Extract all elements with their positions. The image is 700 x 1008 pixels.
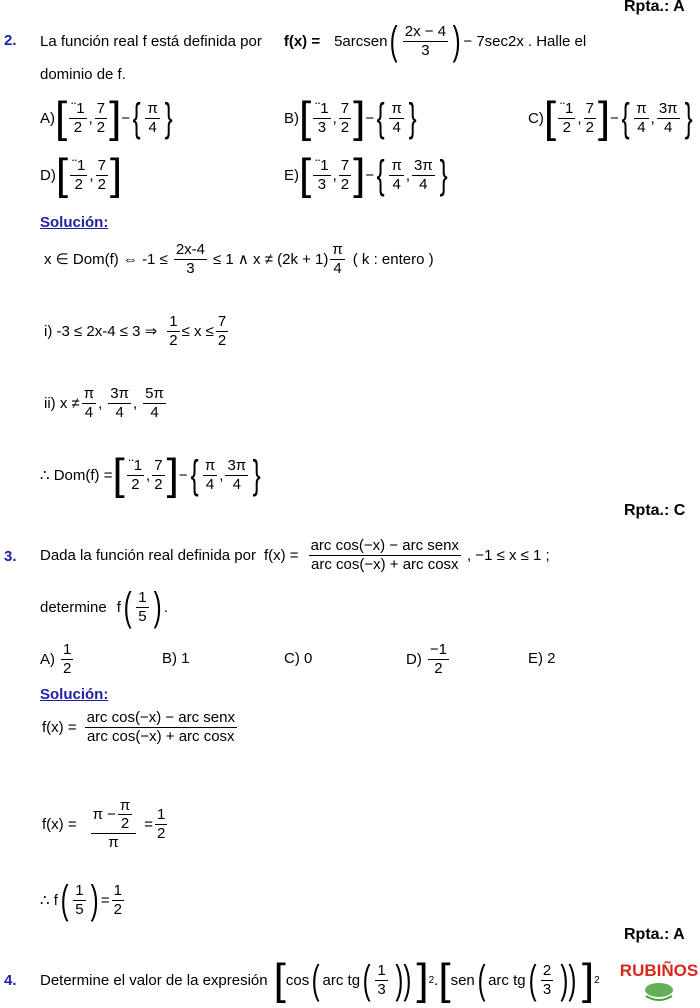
fraction: $\frac{2}{3}$ xyxy=(542,962,552,998)
fraction: π − $\frac{\pi}{2}$ π xyxy=(91,797,137,851)
fraction: $\frac{\pi}{4}$ xyxy=(332,241,343,277)
logo-graphic xyxy=(620,956,698,1004)
brace: { xyxy=(376,153,385,197)
text: ( k : entero ) xyxy=(352,250,434,268)
solution-heading: Solución: xyxy=(40,686,109,703)
fraction: $\frac{2x-4}{3}$ xyxy=(175,241,205,277)
option-a[interactable] xyxy=(40,636,75,682)
bracket: ] xyxy=(353,150,366,199)
paren: ) xyxy=(90,878,99,922)
option-e[interactable]: E) 2 xyxy=(528,650,556,667)
bracket: [ xyxy=(438,955,451,1004)
bracket: ] xyxy=(416,955,429,1004)
solution-line xyxy=(42,704,239,750)
fraction: $\frac{\pi}{4}$ xyxy=(391,157,402,193)
question-3-stem xyxy=(40,532,550,578)
answer-label: Rpta.: C xyxy=(624,502,686,519)
function-label: f(x) = xyxy=(263,546,299,564)
fraction: $\frac{7}{2}$ xyxy=(96,100,106,136)
denominator: 3 xyxy=(421,41,430,59)
solution-result: ∴ Dom(f) = [ $\frac{¨1}{2}$ , $\frac{7}{2}$ ] − { $\frac{\pi}{4}$ , $\frac{3\pi}{4}$ } xyxy=(40,450,261,499)
fraction: $\frac{7}{2}$ xyxy=(217,313,227,349)
solution-heading: Solución: xyxy=(40,214,109,231)
paren: ( xyxy=(311,958,320,1002)
text: f(x) = xyxy=(42,815,77,833)
option-letter: A) xyxy=(40,650,55,668)
logo-text: RUBIÑOS xyxy=(620,961,698,980)
function-label: f(x) = xyxy=(283,32,321,50)
bracket: ] xyxy=(597,93,611,142)
fraction: $\frac{-1}{2}$ xyxy=(429,641,447,677)
option-b[interactable]: B) 1 xyxy=(162,650,190,667)
fraction: $\frac{\pi}{4}$ xyxy=(391,100,402,136)
option-letter: E) xyxy=(284,166,299,184)
paren: )) xyxy=(395,958,412,1002)
fraction: $\frac{7}{2}$ xyxy=(97,157,106,193)
option-letter: D) xyxy=(40,166,56,184)
text: x ∈ Dom(f) ⇔ -1 ≤ xyxy=(44,251,168,268)
fraction: $\frac{1}{3}$ xyxy=(377,962,386,998)
fraction: $\frac{\pi}{4}$ xyxy=(204,457,216,493)
text: arc tg xyxy=(488,971,526,989)
option-letter: A) xyxy=(40,109,55,127)
fraction: $\frac{\pi}{4}$ xyxy=(83,385,95,421)
paren: ( xyxy=(477,958,486,1002)
bracket: [ xyxy=(299,93,312,142)
expr-sec: − 7sec2x xyxy=(463,32,524,50)
question-number: 3. xyxy=(4,548,17,565)
text: Dada la función real definida por xyxy=(40,546,256,564)
text: ≤ 1 ∧ x ≠ (2k + 1) xyxy=(213,251,329,268)
fraction: $\frac{5\pi}{4}$ xyxy=(145,385,164,421)
paren: ( xyxy=(362,958,371,1002)
brace: { xyxy=(190,453,199,497)
numerator: 2x − 4 xyxy=(404,23,447,41)
option-letter: C) xyxy=(528,109,544,127)
option-d[interactable]: D) [ $\frac{¨1}{2}$ , $\frac{7}{2}$ ] xyxy=(40,150,123,199)
text: ∴ Dom(f) = xyxy=(40,467,113,484)
option-b[interactable]: B) [ $\frac{¨1}{3}$ , $\frac{7}{2}$ ] − { $\frac{\pi}{4}$ } xyxy=(284,93,417,142)
brace: { xyxy=(132,96,141,140)
fraction: $\frac{1}{2}$ xyxy=(169,313,178,349)
text: , −1 ≤ x ≤ 1 ; xyxy=(466,546,550,564)
option-e[interactable]: E) [ $\frac{¨1}{3}$ , $\frac{7}{2}$ ] − { $\frac{\pi}{4}$ , $\frac{3\pi}{4}$ } xyxy=(284,150,448,199)
question-number: 2. xyxy=(4,32,17,49)
fraction: $\frac{7}{2}$ xyxy=(585,100,594,136)
fraction: $\frac{¨1}{2}$ xyxy=(560,100,574,136)
fraction: $\frac{1}{2}$ xyxy=(63,641,72,677)
fraction: $\frac{¨1}{2}$ xyxy=(128,457,143,493)
text: . xyxy=(434,971,439,989)
brace: } xyxy=(439,153,448,197)
question-4-stem: Determine el valor de la expresión [ cos ( arc tg ( $\frac{1}{3}$ )) ] 2 . [ sen ( arc tg ( $\frac{2}{3}$ )) ] 2 xyxy=(40,955,600,1004)
solution-step xyxy=(42,784,169,864)
fraction: $\frac{¨1}{3}$ xyxy=(315,100,329,136)
fraction: $\frac{7}{2}$ xyxy=(154,457,163,493)
question-3-line2: determine f ( $\frac{1}{5}$ ) . xyxy=(40,585,169,629)
bracket: ] xyxy=(353,93,366,142)
paren: ) xyxy=(153,585,162,629)
option-d[interactable] xyxy=(406,636,451,682)
question-2-stem xyxy=(40,16,586,66)
solution-step-i xyxy=(44,308,230,354)
bracket: ] xyxy=(109,150,123,199)
fraction: $\frac{¨1}{2}$ xyxy=(72,157,86,193)
brace: { xyxy=(376,96,385,140)
bracket: [ xyxy=(55,150,69,199)
fraction: $\frac{3\pi}{4}$ xyxy=(658,100,678,136)
text: f(x) = xyxy=(42,718,77,736)
bracket: [ xyxy=(299,150,312,199)
bracket: ] xyxy=(109,93,122,142)
fraction: $\frac{\text{arc cos(−x) − arc senx}}{\text{arc cos(−x) + arc cosx}}$ xyxy=(86,709,235,745)
fraction: $\frac{¨1}{2}$ xyxy=(71,100,85,136)
fraction: $\frac{7}{2}$ xyxy=(340,157,350,193)
rubinos-logo xyxy=(620,956,698,1004)
brace: } xyxy=(684,96,693,140)
paren: ( xyxy=(123,585,132,629)
solution-step-ii: ii) x ≠ $\frac{\pi}{4}$ , $\frac{3\pi}{4}$ , $\frac{5\pi}{4}$ xyxy=(44,385,164,421)
option-c[interactable]: C) [ $\frac{¨1}{2}$ , $\frac{7}{2}$ ] − { $\frac{\pi}{4}$ , $\frac{3\pi}{4}$ } xyxy=(528,93,693,142)
brace: } xyxy=(408,96,417,140)
text: Determine el valor de la expresión xyxy=(40,971,268,989)
fraction: $\frac{3\pi}{4}$ xyxy=(110,385,129,421)
text: ii) x ≠ xyxy=(44,394,80,412)
paren: ( xyxy=(60,878,69,922)
bracket: [ xyxy=(273,955,286,1004)
fraction: $\frac{1}{2}$ xyxy=(157,806,166,842)
fraction: $\frac{7}{2}$ xyxy=(340,100,350,136)
option-a[interactable]: A) [ $\frac{¨1}{2}$ , $\frac{7}{2}$ ] − { $\frac{\pi}{4}$ } xyxy=(40,93,173,142)
fraction: $\frac{1}{2}$ xyxy=(113,882,122,918)
option-letter: D) xyxy=(406,650,422,668)
fraction: $\frac{3\pi}{4}$ xyxy=(413,157,433,193)
solution-line xyxy=(44,236,434,282)
text: arc tg xyxy=(322,971,361,989)
fraction: $\frac{3\pi}{4}$ xyxy=(227,457,247,493)
bracket: ] xyxy=(166,450,179,499)
stem-tail: . Halle el xyxy=(527,32,587,50)
bracket: [ xyxy=(112,450,125,499)
text: ≤ x ≤ xyxy=(181,322,214,340)
text: = xyxy=(144,815,153,833)
paren-open: ( xyxy=(390,19,399,63)
bracket: [ xyxy=(543,93,557,142)
answer-label: Rpta.: A xyxy=(624,926,685,943)
brace: } xyxy=(164,96,173,140)
paren: )) xyxy=(560,958,577,1002)
bracket: ] xyxy=(581,955,595,1004)
fraction: $\frac{\pi}{4}$ xyxy=(636,100,647,136)
text: determine xyxy=(40,598,107,616)
brace: } xyxy=(252,453,261,497)
stem-text: La función real f está definida por xyxy=(40,32,262,50)
option-letter: B) xyxy=(284,109,299,127)
question-number: 4. xyxy=(4,972,17,989)
text: sen xyxy=(450,971,475,989)
fraction: $\frac{1}{5}$ xyxy=(138,589,147,625)
expr-arcsen: 5arcsen xyxy=(334,32,388,50)
fraction: $\frac{¨1}{3}$ xyxy=(315,157,329,193)
stem-line2: dominio de f. xyxy=(40,66,126,83)
paren-close: ) xyxy=(452,19,461,63)
fraction: $\frac{\pi}{4}$ xyxy=(147,100,158,136)
fraction xyxy=(403,23,448,59)
text: i) -3 ≤ 2x-4 ≤ 3 ⇒ xyxy=(44,323,158,340)
paren: ( xyxy=(528,958,537,1002)
fraction: $\frac{\text{arc cos(−x) − arc senx}}{\text{arc cos(−x) + arc cosx}}$ xyxy=(310,537,459,573)
answer-label: Rpta.: A xyxy=(624,0,685,15)
text: cos xyxy=(285,971,310,989)
option-c[interactable]: C) 0 xyxy=(284,650,313,667)
fraction: $\frac{1}{5}$ xyxy=(75,882,84,918)
brace: { xyxy=(621,96,630,140)
solution-result: ∴ f ( $\frac{1}{5}$ ) = $\frac{1}{2}$ xyxy=(40,878,122,922)
bracket: [ xyxy=(55,93,68,142)
text: ∴ f xyxy=(40,892,58,909)
